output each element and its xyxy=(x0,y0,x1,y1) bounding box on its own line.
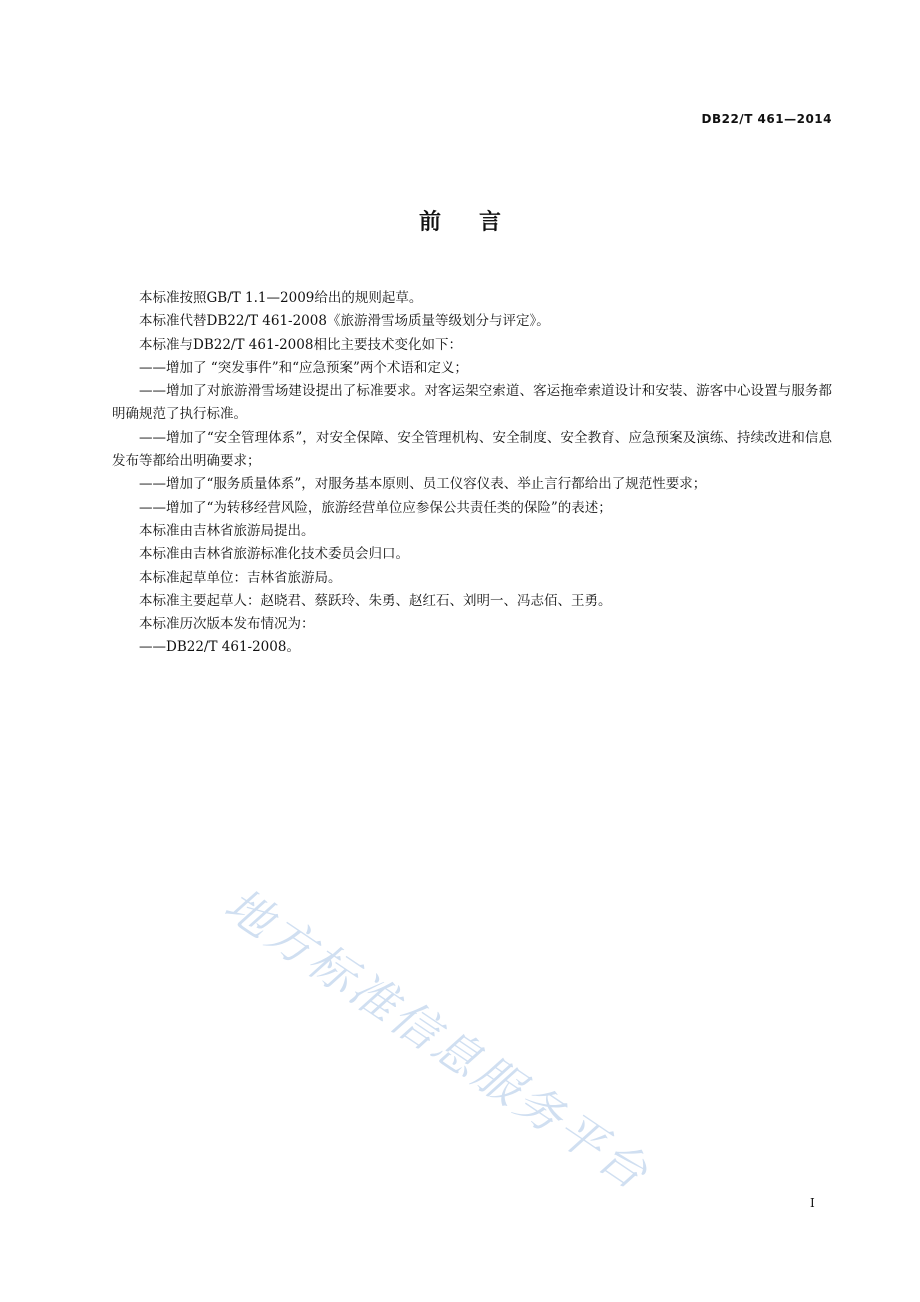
paragraph: ——增加了“为转移经营风险，旅游经营单位应参保公共责任类的保险”的表述； xyxy=(139,499,612,516)
paragraph: 本标准由吉林省旅游标准化技术委员会归口。 xyxy=(139,546,409,563)
paragraph: 本标准主要起草人：赵晓君、蔡跃玲、朱勇、赵红石、刘明一、冯志佰、王勇。 xyxy=(139,592,612,609)
paragraph: ——增加了对旅游滑雪场建设提出了标准要求。对客运架空索道、客运拖牵索道设计和安装、游客中心设置与服务都明确规范了执行标准。 xyxy=(112,383,832,423)
paragraph: ——增加了“服务质量体系”，对服务基本原则、员工仪容仪表、举止言行都给出了规范性要求； xyxy=(139,476,707,493)
paragraph: ——增加了“安全管理体系”，对安全保障、安全管理机构、安全制度、安全教育、应急预案及演练、持续改进和信息发布等都给出明确要求； xyxy=(112,429,832,470)
paragraph: 本标准起草单位：吉林省旅游局。 xyxy=(139,569,342,586)
standard-number: DB22/T 461—2014 xyxy=(701,112,832,126)
watermark: 地方标准信息服务平台 xyxy=(215,877,660,1202)
paragraph: 本标准按照GB/T 1.1—2009给出的规则起草。 xyxy=(139,290,423,306)
page-title: 前言 xyxy=(418,210,539,235)
paragraph: ——增加了 “突发事件”和“应急预案”两个术语和定义； xyxy=(139,359,468,376)
paragraph: 本标准由吉林省旅游局提出。 xyxy=(139,522,315,539)
paragraph: 本标准与DB22/T 461-2008相比主要技术变化如下： xyxy=(139,336,462,353)
page-number: I xyxy=(810,1196,815,1210)
paragraph: ——DB22/T 461-2008。 xyxy=(139,639,300,656)
paragraph: 本标准代替DB22/T 461-2008《旅游滑雪场质量等级划分与评定》。 xyxy=(139,313,550,330)
paragraph: 本标准历次版本发布情况为： xyxy=(139,616,315,633)
document-body xyxy=(112,287,832,660)
